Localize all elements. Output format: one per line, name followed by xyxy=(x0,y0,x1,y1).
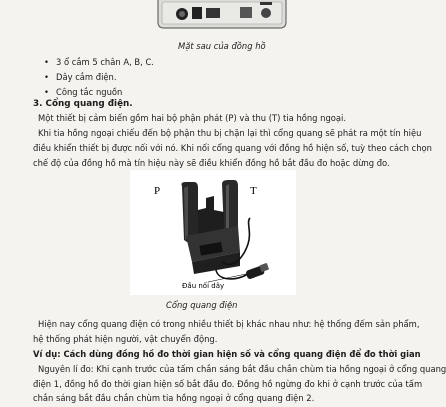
paragraph-applications-line-2: hệ thống phát hiện người, vật chuyển động. xyxy=(33,334,218,344)
paragraph-principle-line-3: chắn sáng bắt đầu chắn chùm tia hồng ngoại ở cổng quang điện 2. xyxy=(33,393,315,403)
label-connector: Đầu nối dây xyxy=(182,282,225,290)
label-p: P xyxy=(154,185,161,197)
paragraph-sensor: Một thiết bị cảm biến gồm hai bộ phận phát (P) và thu (T) tia hồng ngoại. xyxy=(38,113,347,123)
paragraph-principle-line-2: điện 1, đồng hồ đo thời gian hiện số bắt đầu đo. Đồng hồ ngừng đo khi ở cạnh trước của tấm xyxy=(33,379,423,389)
paragraph-signal-line-1: Khi tia hồng ngoại chiếu đến bộ phận thu bị chặn lại thì cổng quang sẽ phát ra một tín hiệu xyxy=(38,128,422,138)
paragraph-applications-line-1: Hiện nay cổng quang điện có trong nhiều thiết bị khác nhau như: hệ thống đếm sản phẩm, xyxy=(38,319,420,329)
label-t: T xyxy=(250,185,257,197)
section-heading: 3. Cổng quang điện. xyxy=(33,99,133,109)
clock-back-photo xyxy=(152,0,292,30)
paragraph-signal-line-3: chế độ của đồng hồ mà tín hiệu này sẽ điều khiển đồng hồ bắt đầu đo hoặc dừng đo. xyxy=(33,158,390,168)
figure-caption-clock-back: Mặt sau của đồng hồ xyxy=(178,41,266,51)
paragraph-principle-line-1: Nguyên lí đo: Khi cạnh trước của tấm chắn sáng bắt đầu chắn chùm tia hồng ngoại ở cổng quang xyxy=(38,364,446,374)
example-heading: Ví dụ: Cách dùng đồng hồ đo thời gian hiện số và cổng quang điện để đo thời gian xyxy=(33,349,421,359)
paragraph-signal-line-2: điều khiển thiết bị được nối với nó. Khi nối cổng quang với đồng hồ hiện số, tuỳ theo cách chọn xyxy=(33,143,432,153)
list-item: • Dây cắm điện. xyxy=(44,70,154,85)
list-item: • 3 ổ cắm 5 chân A, B, C. xyxy=(44,55,154,70)
photogate-photo xyxy=(130,170,296,295)
list-item: • Công tắc nguồn xyxy=(44,85,154,100)
figure-caption-photogate: Cổng quang điện xyxy=(166,300,238,310)
socket-list xyxy=(44,55,154,100)
